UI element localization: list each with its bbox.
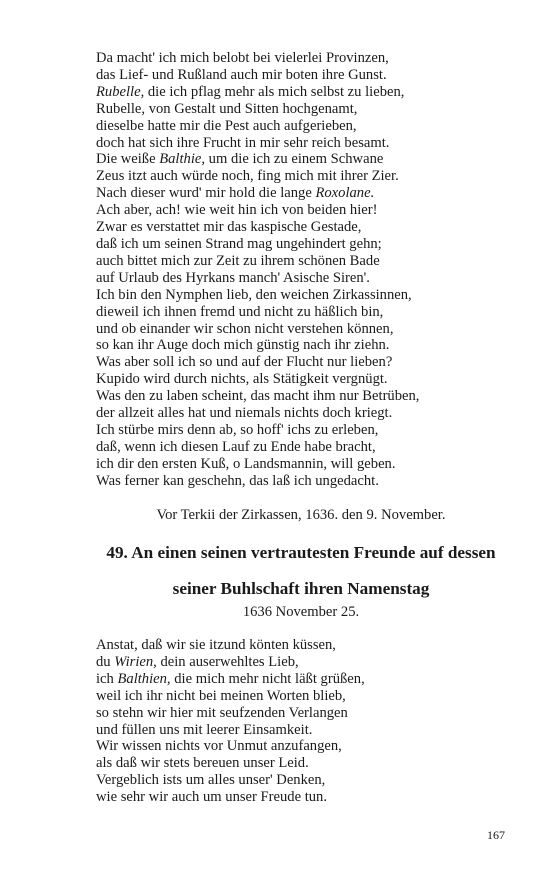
poem-line-italic-text: Wirien,: [114, 653, 157, 670]
poem-line-text: so stehn wir hier mit seufzenden Verlangen: [96, 704, 348, 721]
poem-stanza-first: [96, 50, 516, 490]
poem-closing-line: Vor Terkii der Zirkassen, 1636. den 9. November.: [156, 507, 446, 523]
poem-line-text: Kupido wird durch nichts, als Stätigkeit vergnügt.: [96, 371, 388, 388]
poem-line-italic-text: Balthie,: [159, 151, 206, 168]
poem-line: [96, 253, 516, 270]
poem-line-text: auch bittet mich zur Zeit zu ihrem schönen Bade: [96, 252, 380, 269]
poem-line-text: Rubelle, von Gestalt und Sitten hochgenamt,: [96, 100, 358, 117]
poem-line: [96, 473, 516, 490]
poem-line-text: die ich pflag mehr als mich selbst zu lieben,: [144, 83, 405, 100]
poem-line-text: du: [96, 653, 115, 670]
poem-line-text: Da macht' ich mich belobt bei vielerlei Provinzen,: [96, 50, 389, 66]
poem-line-italic-text: Roxolane.: [315, 185, 375, 202]
poem-line-text: wie sehr wir auch um unser Freude tun.: [96, 789, 328, 806]
poem-line-text: das Lief- und Rußland auch mir boten ihre Gunst.: [96, 66, 387, 83]
poem-line-text: daß ich um seinen Strand mag ungehindert gehn;: [96, 235, 382, 252]
poem-line-text: doch hat sich ihre Frucht in mir sehr reich besamt.: [96, 134, 390, 151]
poem-line-text: Ach aber, ach! wie weit hin ich von beiden hier!: [96, 202, 378, 219]
poem-line-text: Ich stürbe mirs denn ab, so hoff' ichs zu erleben,: [96, 421, 379, 438]
poem-line: [96, 755, 516, 772]
poem-heading-line-2: seiner Buhlschaft ihren Namenstag: [172, 579, 430, 598]
poem-line-text: ich dir den ersten Kuß, o Landsmannin, will geben.: [96, 455, 396, 472]
poem-line-text: auf Urlaub des Hyrkans manch' Asische Siren'.: [96, 269, 370, 286]
poem-line-text: dieselbe hatte mir die Pest auch aufgerieben,: [96, 117, 357, 134]
poem-line-text: die mich mehr nicht läßt grüßen,: [170, 670, 365, 687]
poem-line: [96, 185, 516, 202]
poem-line: [96, 354, 516, 371]
poem-line-text: und ob einander wir schon nicht verstehen können,: [96, 320, 394, 337]
poem-line: [96, 337, 516, 354]
poem-line: [96, 135, 516, 152]
poem-line: [96, 422, 516, 439]
poem-line-text: Die weiße: [96, 151, 160, 168]
poem-line: [96, 202, 516, 219]
poem-line: [96, 388, 516, 405]
poem-line: [96, 118, 516, 135]
poem-line-text: Vergeblich ists um alles unser' Denken,: [96, 772, 326, 789]
poem-line: [96, 637, 516, 654]
poem-line-text: so kan ihr Auge doch mich günstig nach ihr ziehn.: [96, 337, 390, 354]
poem-line: [96, 50, 516, 67]
poem-line-text: Was aber soll ich so und auf der Flucht nur lieben?: [96, 354, 393, 371]
poem-line-text: Zwar es verstattet mir das kaspische Gestade,: [96, 219, 362, 236]
poem-line: [96, 151, 516, 168]
poem-line: [96, 439, 516, 456]
poem-line: [96, 304, 516, 321]
poem-line: [96, 371, 516, 388]
poem-line-text: dein auserwehltes Lieb,: [156, 653, 299, 670]
poem-line-text: der allzeit alles hat und niemals nichts doch kriegt.: [96, 405, 393, 422]
poem-line-text: und füllen uns mit leerer Einsamkeit.: [96, 721, 313, 738]
poem-line: [96, 738, 516, 755]
poem-line-text: Zeus itzt auch würde noch, fing mich mit ihrer Zier.: [96, 168, 399, 185]
poem-line: [96, 321, 516, 338]
poem-line: [96, 236, 516, 253]
poem-line: [96, 722, 516, 739]
page-number: 167: [487, 828, 505, 842]
poem-line: [96, 688, 516, 705]
poem-line-italic-text: Rubelle,: [96, 83, 145, 100]
poem-line: [96, 101, 516, 118]
poem-line: [96, 705, 516, 722]
poem-line-text: Was ferner kan geschehn, das laß ich ungedacht.: [96, 472, 379, 489]
poem-line-text: Anstat, daß wir sie itzund könten küssen,: [96, 637, 336, 653]
poem-line: [96, 287, 516, 304]
poem-line-text: Nach dieser wurd' mir hold die lange: [96, 185, 316, 202]
poem-line: [96, 67, 516, 84]
poem-line-text: daß, wenn ich diesen Lauf zu Ende habe bracht,: [96, 438, 376, 455]
poem-line: [96, 456, 516, 473]
poem-line-text: als daß wir stets bereuen unser Leid.: [96, 755, 309, 772]
poem-line: [96, 654, 516, 671]
poem-line: [96, 219, 516, 236]
poem-line: [96, 789, 516, 806]
poem-line: [96, 671, 516, 688]
poem-line: [96, 405, 516, 422]
poem-line: [96, 270, 516, 287]
poem-line: [96, 84, 516, 101]
poem-line: [96, 168, 516, 185]
poem-line-text: weil ich ihr nicht bei meinen Worten blieb,: [96, 687, 346, 704]
poem-heading-line-1: 49. An einen seinen vertrautesten Freunde auf dessen: [106, 543, 496, 562]
poem-line-italic-text: Balthien,: [117, 670, 171, 687]
poem-line: [96, 772, 516, 789]
poem-stanza-second: [96, 637, 516, 806]
poem-date: 1636 November 25.: [242, 604, 360, 620]
poem-line-text: Wir wissen nichts vor Unmut anzufangen,: [96, 738, 342, 755]
poem-line-text: um die ich zu einem Schwane: [205, 151, 384, 168]
poem-line-text: ich: [96, 670, 118, 687]
poem-line-text: dieweil ich ihnen fremd und nicht zu häßlich bin,: [96, 303, 384, 320]
poem-line-text: Was den zu laben scheint, das macht ihm nur Betrüben,: [96, 388, 420, 405]
poem-line-text: Ich bin den Nymphen lieb, den weichen Zirkassinnen,: [96, 286, 412, 303]
